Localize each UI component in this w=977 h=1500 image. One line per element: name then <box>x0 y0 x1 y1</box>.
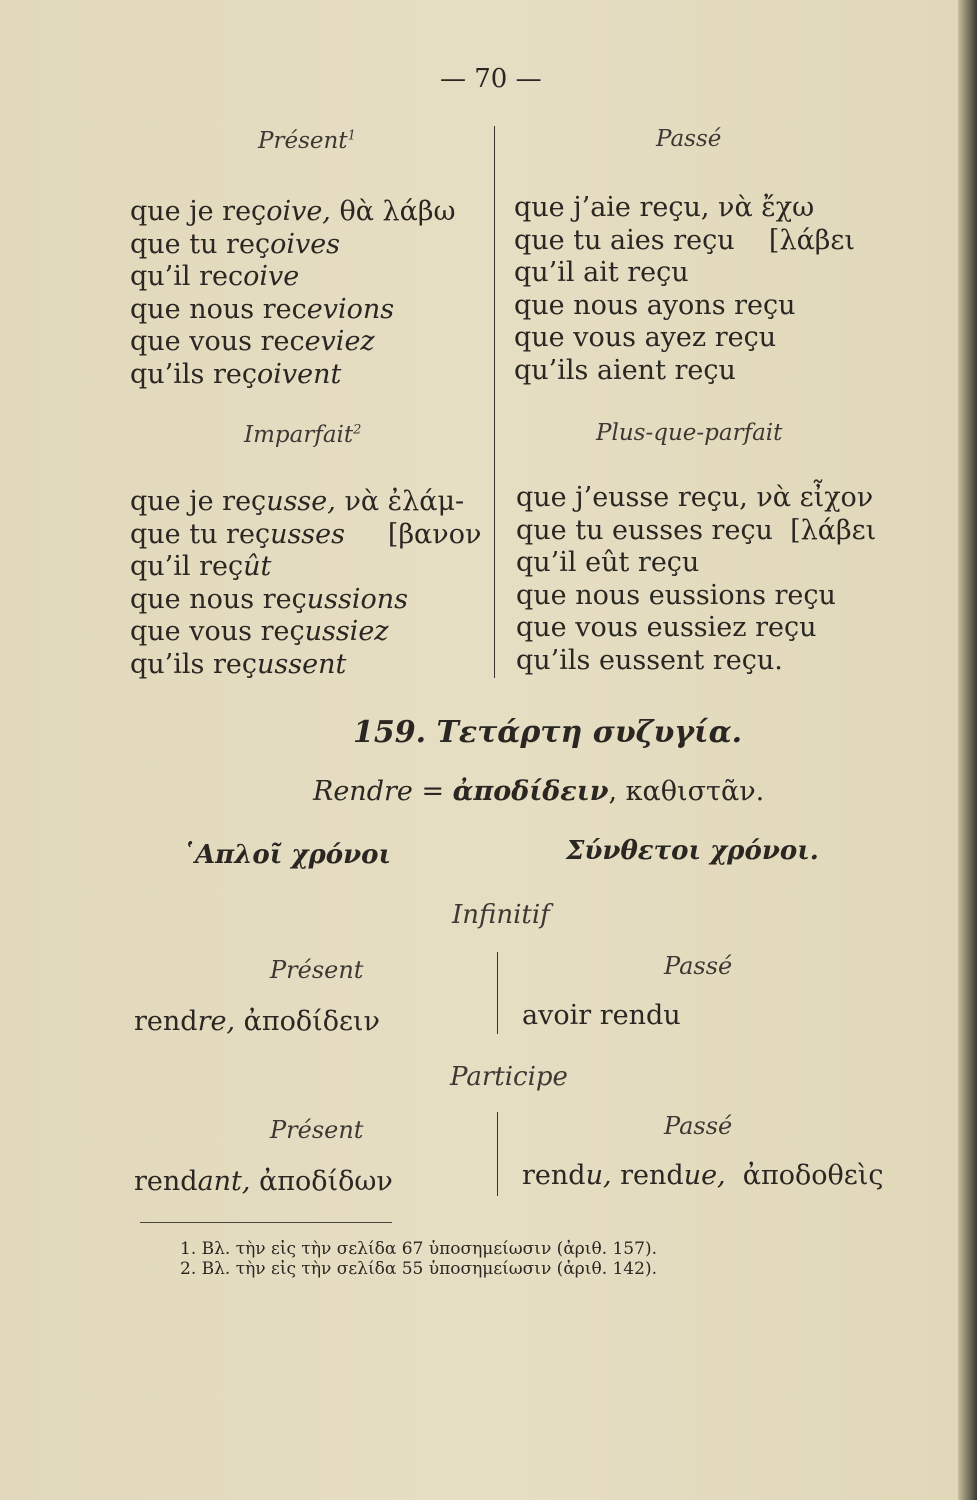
page-number: — 70 — <box>440 64 542 94</box>
simple-tenses-heading: ῾Απλοῖ χρόνοι <box>182 840 392 870</box>
conj-line: qu’il reçût <box>130 551 272 582</box>
conj-line: que j’aie reçu, νὰ ἔχω <box>514 192 815 223</box>
conj-line: que vous eussiez reçu <box>516 612 817 643</box>
imparfait-conjugation <box>130 486 481 681</box>
participe-divider <box>497 1112 498 1196</box>
participe-passe: rendu, rendue, ἀποδοθεὶς <box>522 1160 884 1191</box>
conj-line: qu’ils reçussent <box>130 648 347 680</box>
infinitif-passe-label: Passé <box>664 952 733 980</box>
conj-line: qu’il ait reçu <box>514 257 689 288</box>
present-conjugation <box>130 196 456 391</box>
conj-line: qu’ils aient reçu <box>514 354 736 386</box>
conj-line: que tu eusses reçu [λάβει <box>516 514 877 546</box>
plusqueparfait-heading: Plus-que-parfait <box>596 420 783 446</box>
participe-present-label: Présent <box>270 1116 364 1144</box>
passe-conjugation <box>514 192 855 387</box>
conj-line: que nous recevions <box>130 293 395 325</box>
conj-line: que nous ayons reçu <box>514 289 796 321</box>
column-divider <box>494 126 495 678</box>
conj-line: que nous eussions reçu <box>516 579 836 611</box>
conj-line: qu’il recoive <box>130 261 300 292</box>
conj-line: que tu reçusses [βανον <box>130 518 482 550</box>
participe-passe-label: Passé <box>664 1112 733 1140</box>
footnote: 1. Βλ. τὴν εἰς τὴν σελίδα 67 ὑποσημείωσιν (ἀριθ. 157). <box>180 1239 657 1259</box>
page-edge <box>958 0 977 1500</box>
passe-heading: Passé <box>656 126 722 152</box>
footnote: 2. Βλ. τὴν εἰς τὴν σελίδα 55 ὑποσημείωσιν (ἀριθ. 142). <box>180 1259 657 1279</box>
conj-line: que je reçoive, θὰ λάβω <box>130 196 456 227</box>
conj-line: que tu reçoives <box>130 228 341 260</box>
compound-tenses-heading: Σύνθετοι χρόνοι. <box>566 836 819 866</box>
participe-heading: Participe <box>450 1062 568 1092</box>
infinitif-divider <box>497 952 498 1034</box>
conj-line: que vous reçussiez <box>130 616 389 647</box>
conj-line: que nous reçussions <box>130 583 408 615</box>
conj-line: qu’il eût reçu <box>516 547 700 578</box>
present-heading: Présent$^1$ <box>258 128 356 154</box>
conj-line: qu’ils eussent reçu. <box>516 644 783 676</box>
conj-line: que vous ayez reçu <box>514 322 777 353</box>
section-title: 159. Τετάρτη συζυγία. <box>353 715 743 750</box>
conj-line: que j’eusse reçu, νὰ εἶχον <box>516 482 874 513</box>
imparfait-heading: Imparfait$^2$ <box>244 422 362 448</box>
conj-line: que vous receviez <box>130 326 375 357</box>
footnote-rule <box>140 1222 392 1223</box>
conj-line: qu’ils reçoivent <box>130 358 342 390</box>
conj-line: que je reçusse, νὰ ἐλάμ- <box>130 486 465 517</box>
conj-line: que tu aies reçu [λάβει <box>514 224 855 256</box>
infinitif-present-label: Présent <box>270 956 364 984</box>
infinitif-present: rendre, ἀποδίδειν <box>134 1006 380 1037</box>
infinitif-passe: avoir rendu <box>522 1000 681 1031</box>
verb-definition: Rendre = ἀποδίδειν, καθιστᾶν. <box>313 776 765 807</box>
infinitif-heading: Infinitif <box>452 900 550 930</box>
participe-present: rendant, ἀποδίδων <box>134 1166 393 1197</box>
plusqueparfait-conjugation <box>516 482 876 677</box>
